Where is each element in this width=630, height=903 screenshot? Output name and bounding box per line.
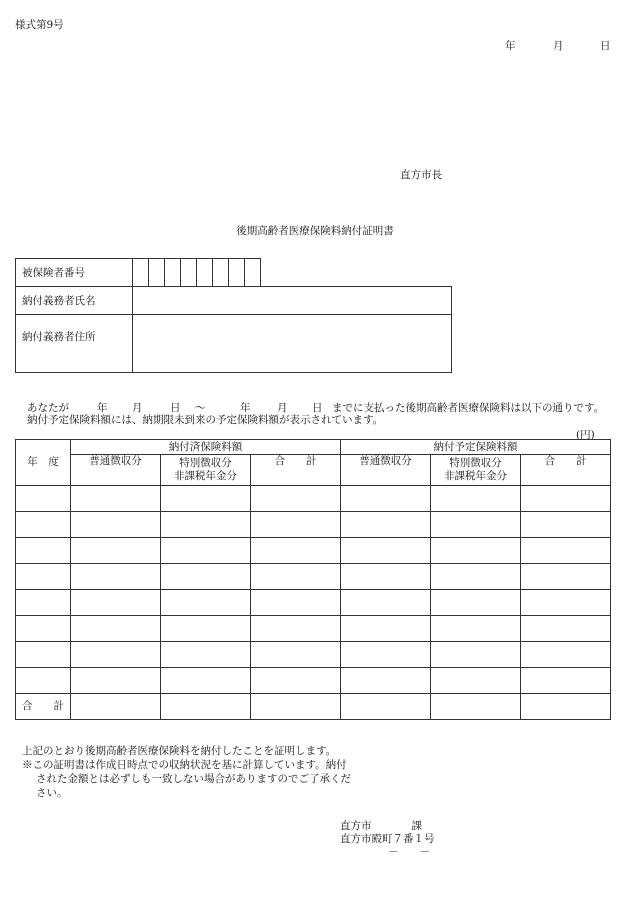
table-row xyxy=(16,642,611,668)
table-row xyxy=(16,564,611,590)
year-header: 年 度 xyxy=(16,440,71,486)
scheduled-special-header xyxy=(431,455,521,486)
office-address: 直方市殿町７番１号 xyxy=(340,833,435,845)
table-row xyxy=(16,616,611,642)
form-number: 様式第9号 xyxy=(15,19,64,31)
statement-day: 日 xyxy=(170,402,181,414)
certification-line2: ※この証明書は作成日時点での収納状況を基に計算しています。納付 xyxy=(22,759,347,771)
statement-suffix: までに支払った後期高齢者医療保険料は以下の通りです。 xyxy=(332,402,605,414)
certification-line3: された金額とは必ずしも一致しない場合がありますのでご了承くだ xyxy=(36,773,351,785)
insured-number-label: 被保険者番号 xyxy=(16,259,133,287)
table-row xyxy=(16,590,611,616)
statement-year: 年 xyxy=(97,402,108,414)
certification-line1: 上記のとおり後期高齢者医療保険料を納付したことを証明します。 xyxy=(22,745,337,757)
special-line1: 特別徴収分 xyxy=(179,457,232,469)
special-line2: 非課税年金分 xyxy=(174,470,237,482)
date-day-label: 日 xyxy=(600,40,611,52)
statement-line2: 納付予定保険料額には、納期限未到来の予定保険料額が表示されています。 xyxy=(27,414,384,426)
table-row xyxy=(16,668,611,694)
unit-label: (円) xyxy=(576,429,595,441)
paid-special-header xyxy=(161,455,251,486)
scheduled-ordinary-header: 普通徴収分 xyxy=(341,455,431,486)
statement-prefix: あなたが xyxy=(27,402,69,414)
statement-month: 月 xyxy=(132,402,143,414)
insured-number-digit xyxy=(165,259,181,287)
table-row xyxy=(16,538,611,564)
paid-header: 納付済保険料額 xyxy=(71,440,341,455)
payer-name-value xyxy=(133,287,452,315)
scheduled-header: 納付予定保険料額 xyxy=(341,440,611,455)
insured-number-digit xyxy=(149,259,165,287)
date-year-label: 年 xyxy=(505,40,516,52)
payer-name-label: 納付義務者氏名 xyxy=(16,287,133,315)
table-row xyxy=(16,512,611,538)
office-city: 直方市 xyxy=(340,820,372,832)
office-phone: － － xyxy=(388,846,430,858)
statement-day2: 日 xyxy=(312,402,323,414)
paid-ordinary-header: 普通徴収分 xyxy=(71,455,161,486)
insured-info-table xyxy=(15,258,452,373)
special-line2: 非課税年金分 xyxy=(444,470,507,482)
insured-number-digit xyxy=(229,259,245,287)
scheduled-total-header: 合 計 xyxy=(521,455,611,486)
insured-number-digit xyxy=(245,259,261,287)
sum-row-label: 合 計 xyxy=(16,694,71,720)
office-dept-suffix: 課 xyxy=(411,820,422,832)
table-row xyxy=(16,486,611,512)
statement-tilde: ～ xyxy=(195,402,206,414)
mayor-title: 直方市長 xyxy=(400,169,442,181)
payer-address-label: 納付義務者住所 xyxy=(16,315,133,373)
document-title: 後期高齢者医療保険料納付証明書 xyxy=(236,225,394,237)
premium-table xyxy=(15,439,611,720)
sum-row xyxy=(16,694,611,720)
insured-number-digit xyxy=(181,259,197,287)
insured-number-digit xyxy=(197,259,213,287)
insured-number-digit xyxy=(133,259,149,287)
statement-month2: 月 xyxy=(277,402,288,414)
insured-number-digit xyxy=(213,259,229,287)
date-month-label: 月 xyxy=(553,40,564,52)
paid-total-header: 合 計 xyxy=(251,455,341,486)
payer-address-value xyxy=(133,315,452,373)
special-line1: 特別徴収分 xyxy=(449,457,502,469)
certification-line4: さい。 xyxy=(36,787,68,799)
statement-year2: 年 xyxy=(240,402,251,414)
